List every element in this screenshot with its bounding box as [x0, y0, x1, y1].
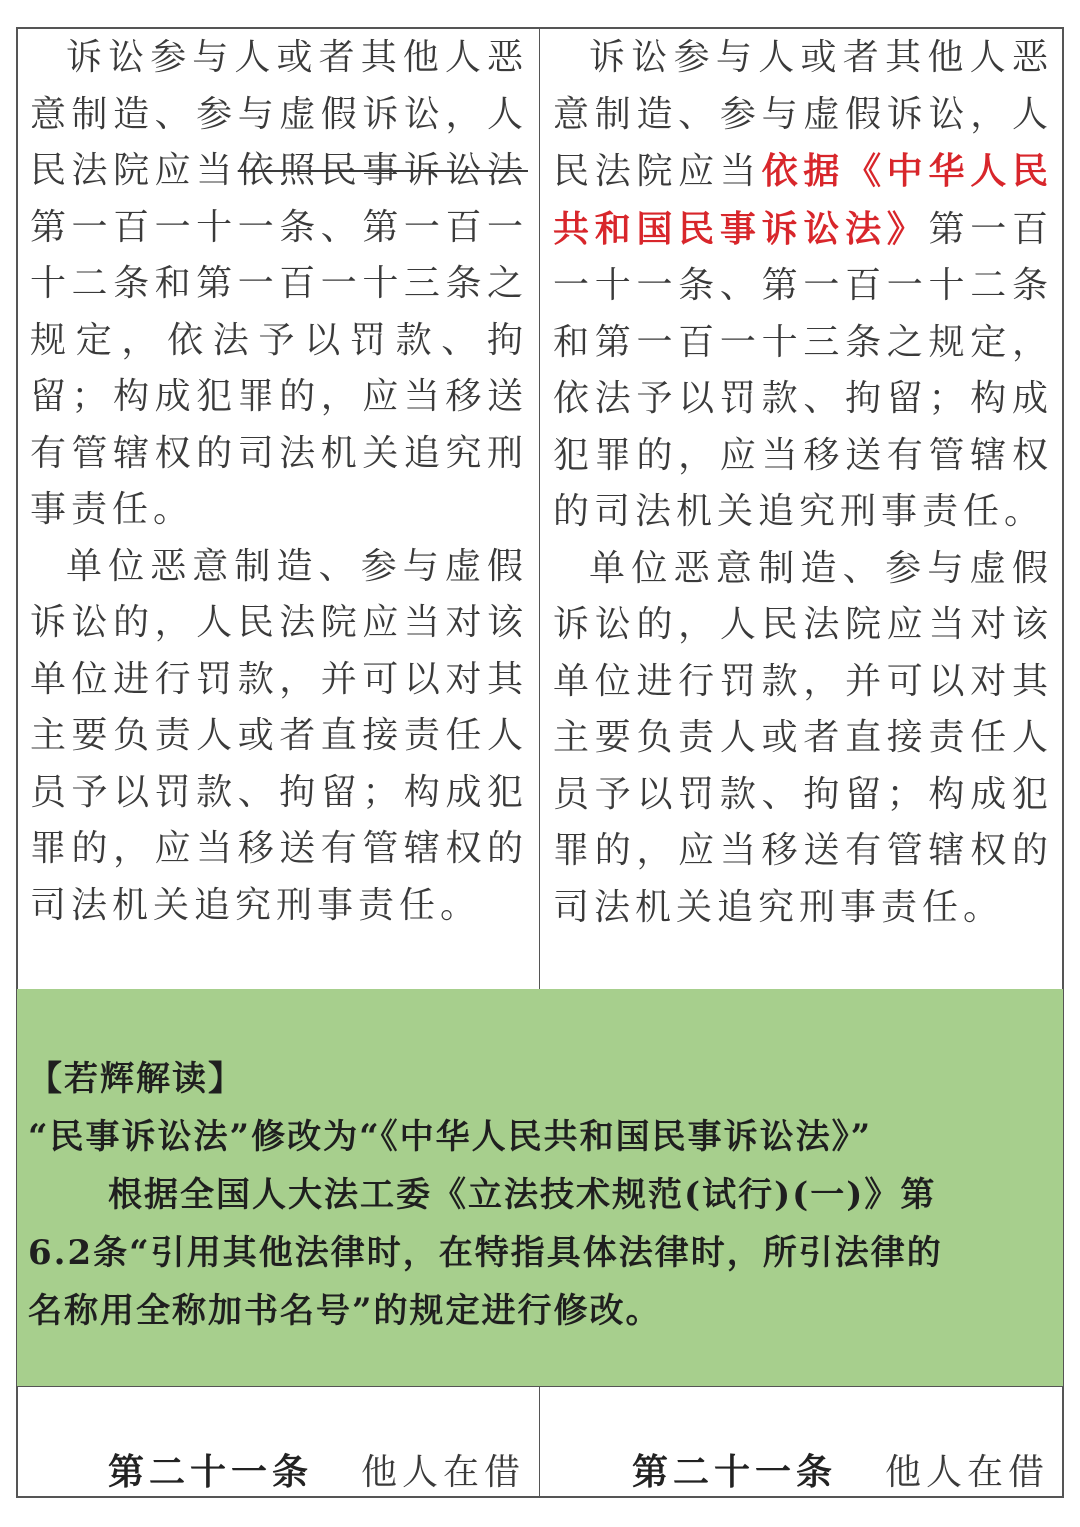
left-p1-before: 诉讼参与人或者其他人恶意制造、参与虚假诉讼，人民法院应当 — [30, 37, 528, 191]
right-p1-after: 第一百一十一条、第一百一十二条和第一百一十三条之规定，依法予以罚款、拘留；构成犯罪的，应当移送有管辖权的司法机关追究刑事责任。 — [553, 208, 1053, 532]
right-paragraph-2: 单位恶意制造、参与虚假诉讼的，人民法院应当对该单位进行罚款，并可以对其主要负责人或者直接责任人员予以罚款、拘留；构成犯罪的，应当移送有管辖权的司法机关追究刑事责任。 — [553, 547, 1053, 928]
table-border-top — [16, 27, 1064, 29]
left-p1-after: 第一百一十一条、第一百一十二条和第一百一十三条之规定，依法予以罚款、拘留；构成犯罪的，应当移送有管辖权的司法机关追究刑事责任。 — [30, 206, 528, 530]
deleted-text: 依照民事诉讼法 — [237, 150, 528, 191]
right-paragraph-1 — [553, 30, 1053, 541]
interpretation-heading: 【若辉解读】 — [28, 1059, 244, 1099]
right-article-number: 第二十一条 — [632, 1451, 838, 1493]
right-next-article — [632, 1444, 1049, 1501]
added-text: 依据《中华人民共和国民事诉讼法》 — [553, 150, 1053, 250]
left-article-text: 他人在借 — [361, 1452, 526, 1493]
left-article-number: 第二十一条 — [108, 1451, 314, 1493]
column-divider-top — [539, 27, 540, 990]
left-paragraph-2: 单位恶意制造、参与虚假诉讼的，人民法院应当对该单位进行罚款，并可以对其主要负责人或者直接责任人员予以罚款、拘留；构成犯罪的，应当移送有管辖权的司法机关追究刑事责任。 — [30, 545, 528, 926]
left-next-article — [108, 1444, 525, 1501]
right-article-text: 他人在借 — [885, 1452, 1050, 1493]
left-paragraph-1 — [30, 30, 528, 539]
left-column-original — [30, 30, 528, 934]
column-divider-bottom — [539, 1386, 540, 1497]
right-column-revised — [553, 30, 1053, 936]
interpretation-text — [28, 1050, 1056, 1340]
row-divider-bottom — [16, 1386, 1064, 1387]
right-p1-before: 诉讼参与人或者其他人恶意制造、参与虚假诉讼，人民法院应当 — [553, 37, 1053, 192]
interpretation-line-4: 名称用全称加书名号”的规定进行修改。 — [28, 1291, 662, 1331]
interpretation-line-1: “民事诉讼法”修改为“《中华人民共和国民事诉讼法》” — [28, 1117, 873, 1157]
interpretation-line-3: 6.2条“引用其他法律时，在特指具体法律时，所引法律的 — [28, 1233, 943, 1273]
interpretation-line-2: 根据全国人大法工委《立法技术规范(试行)(一)》第 — [108, 1175, 937, 1215]
